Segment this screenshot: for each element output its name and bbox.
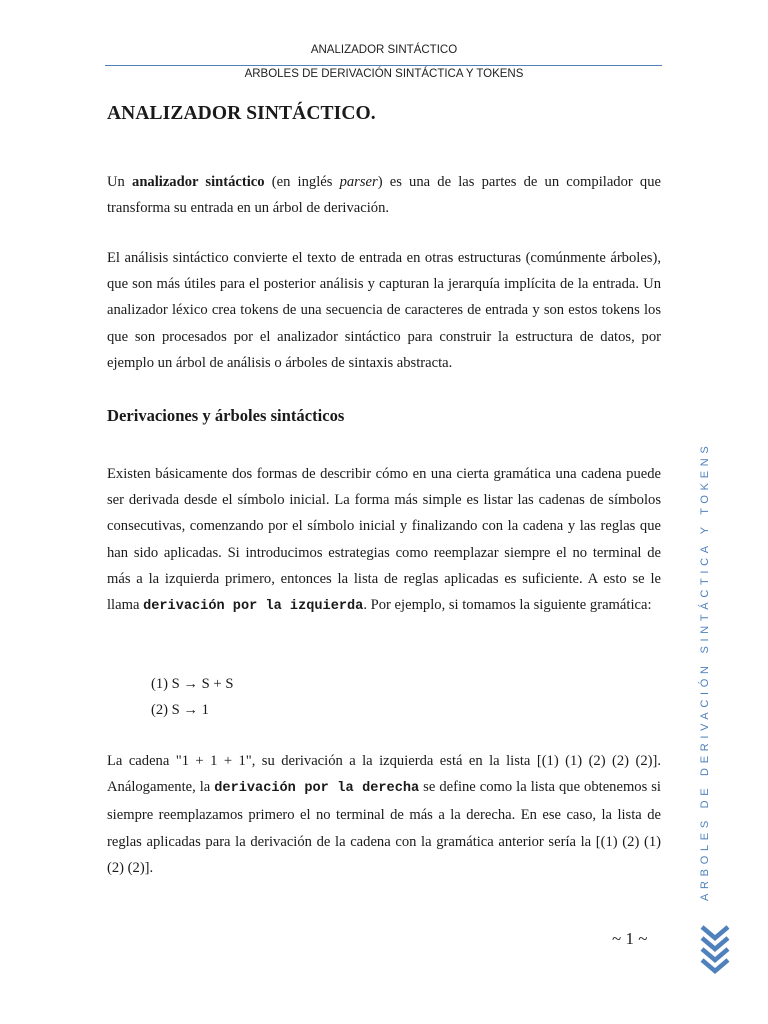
running-header-subtitle: ARBOLES DE DERIVACIÓN SINTÁCTICA Y TOKENS [244,68,524,80]
paragraph-intro-text-2: (en inglés [264,174,340,190]
grammar-rule-1: (1) S → S + S [151,676,234,692]
paragraph-intro-italic-term: parser [339,174,378,190]
paragraph-right-derivation-bold-term: derivación por la derecha [214,781,420,797]
running-header-title: ANALIZADOR SINTÁCTICO [310,44,458,56]
paragraph-derivations-text-1: Existen básicamente dos formas de describir cómo en una cierta gramática una cadena puede ser derivada desde el símbolo inicial. La forma más simple es listar las cadenas de símbolos consecutivas, comenzando por el símbolo inicial y finalizando con la cadena y las reglas que han sido aplicadas. Si introducimos estrategias como reemplazar siempre el no terminal de más a la izquierda primero, entonces la lista de reglas aplicadas es suficiente. A esto se le llama [107,466,661,614]
paragraph-intro-text-3: ) es una de las partes de un compilador que transforma su entrada en un árbol de derivación. [107,174,661,217]
paragraph-right-derivation-text-2: se define como la lista que obtenemos si siempre reemplazamos primero el no terminal de más a la derecha. En ese caso, la lista de reglas aplicadas para la derivación de la cadena con la gramática anterior sería la [(1) (2) (1) (2) (2)]. [107,779,661,876]
paragraph-derivations-bold-term: derivación por la izquierda [143,599,364,615]
grammar-rule-2: (2) S → 1 [151,702,209,718]
page-title: ANALIZADOR SINTÁCTICO. [107,103,376,124]
page-number: ~ 1 ~ [612,929,648,948]
paragraph-right-derivation [107,748,661,881]
paragraph-intro [107,169,661,221]
paragraph-intro-bold-term: analizador sintáctico [132,174,265,190]
header-divider [105,65,662,66]
chevron-down-icon [699,924,731,974]
paragraph-intro-text-1: Un [107,174,133,190]
paragraph-derivations [107,461,661,620]
paragraph-right-derivation-text-1: La cadena "1 + 1 + 1", su derivación a la izquierda está en la lista [(1) (1) (2) (2) (2)]. Análogamente, la [107,753,661,796]
vertical-side-title: ARBOLES DE DERIVACIÓN SINTÁCTICA Y TOKENS [699,441,711,901]
section-heading: Derivaciones y árboles sintácticos [107,406,345,425]
paragraph-analysis: El análisis sintáctico convierte el texto de entrada en otras estructuras (comúnmente árboles), que son más útiles para el posterior análisis y capturan la jerarquía implícita de la entrada. Un analizador léxico crea tokens de una secuencia de caracteres de entrada y son estos tokens los que son procesados por el analizador sintáctico para construir la estructura de datos, por ejemplo un árbol de análisis o árboles de sintaxis abstracta. [107,250,661,371]
paragraph-derivations-text-2: . Por ejemplo, si tomamos la siguiente gramática: [363,597,652,614]
